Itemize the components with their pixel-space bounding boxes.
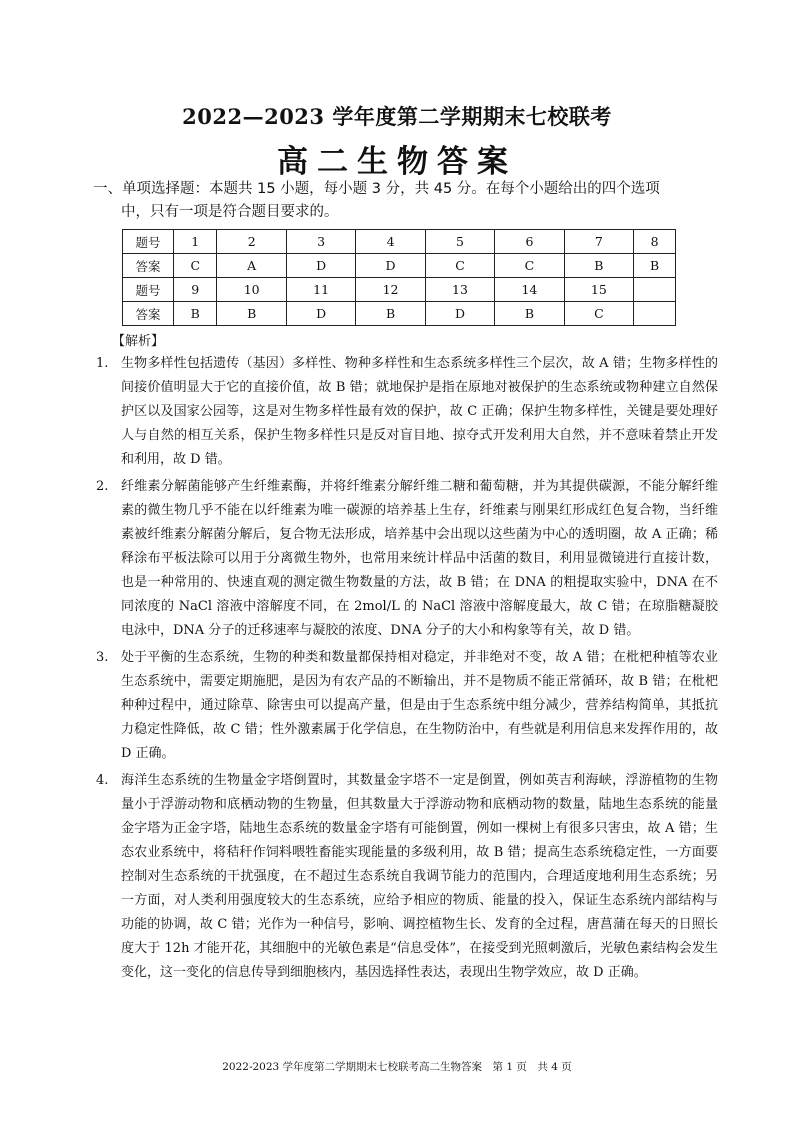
answer-table-cell: 3 [286, 230, 355, 254]
analysis-item [96, 475, 718, 643]
analysis-item-number: 4. [96, 773, 109, 788]
answer-table [122, 229, 676, 326]
answer-table-cell: 14 [495, 278, 564, 302]
answer-table-cell: B [217, 302, 286, 326]
answer-table-cell: B [174, 302, 217, 326]
answer-table-cell: 12 [356, 278, 425, 302]
analysis-item-text: 生物多样性包括遗传（基因）多样性、物种多样性和生态系统多样性三个层次，故 A 错；生物多样性的间接价值明显大于它的直接价值，故 B 错；就地保护是指在原地对被保护的生态系统或物种建立自然保护区以及国家公园等，这是对生物多样性最有效的保护，故 C 正确；保护生物多样性，关键是要处理好人与自然的相互关系，保护生物多样性只是反对盲目地、掠夺式开发利用大自然，并不意味着禁止开发和利用，故 D 错。 [121, 356, 718, 467]
answer-table-cell: 7 [564, 230, 633, 254]
answer-table-cell: B [495, 302, 564, 326]
analysis-item-text: 纤维素分解菌能够产生纤维素酶，并将纤维素分解纤维二糖和葡萄糖，并为其提供碳源，不能分解纤维素的微生物几乎不能在以纤维素为唯一碳源的培养基上生存，纤维素与刚果红形成红色复合物，当纤维素被纤维素分解菌分解后，复合物无法形成，培养基中会出现以这些菌为中心的透明圈，故 A 正确；稀释涂布平板法除可以用于分离微生物外，也常用来统计样品中活菌的数目，利用显微镜进行直接计数，也是一种常用的、快速直观的测定微生物数量的方法，故 B 错；在 DNA 的粗提取实验中，DNA 在不同浓度的 NaCl 溶液中溶解度不同，在 2mol/L 的 NaCl 溶液中溶解度最大，故 C 错；在琼脂糖凝胶电泳中，DNA 分子的迁移速率与凝胶的浓度、DNA 分子的大小和构象等有关，故 D 错。 [121, 479, 718, 638]
answer-table-row-header: 答案 [123, 302, 174, 326]
analysis-item [96, 646, 718, 766]
answer-table-cell: 10 [217, 278, 286, 302]
answer-table-cell: 6 [495, 230, 564, 254]
page-footer: 2022-2023 学年度第二学期期末七校联考高二生物答案 第 1 页 共 4 页 [222, 1061, 572, 1073]
answer-table-cell [634, 278, 676, 302]
analysis-label: 【解析】 [112, 334, 165, 349]
section-heading [93, 178, 693, 224]
answer-table-cell: 15 [564, 278, 633, 302]
answer-table-cell: 8 [634, 230, 676, 254]
analysis-item-text: 处于平衡的生态系统，生物的种类和数量都保持相对稳定，并非绝对不变，故 A 错；在枇杷种植等农业生态系统中，需要定期施肥，是因为有农产品的不断输出，并不是物质不能正常循环，故 B 错；在枇杷种种过程中，通过除草、除害虫可以提高产量，但是由于生态系统中组分减少，营养结构简单，其抵抗力稳定性降低，故 C 错；性外激素属于化学信息，在生物防治中，有些就是利用信息来发挥作用的，故 D 正确。 [121, 650, 718, 761]
answer-table-cell: B [634, 254, 676, 278]
analysis-items [96, 352, 718, 988]
answer-table-row-header: 题号 [123, 230, 174, 254]
answer-table-row-header: 答案 [123, 254, 174, 278]
answer-table-cell: C [495, 254, 564, 278]
answer-table-row-header: 题号 [123, 278, 174, 302]
answer-table-cell: 5 [425, 230, 494, 254]
analysis-item-number: 3. [96, 650, 109, 665]
page-title: 2022—2023 学年度第二学期期末七校联考 [182, 104, 612, 129]
answer-table-row [123, 278, 676, 302]
answer-table-cell: C [425, 254, 494, 278]
answer-table-cell: D [356, 254, 425, 278]
answer-table-cell: C [564, 302, 633, 326]
answer-table-cell: D [286, 254, 355, 278]
analysis-item-number: 1. [96, 356, 109, 371]
answer-table-cell: A [217, 254, 286, 278]
section-heading-line1: 一、单项选择题：本题共 15 小题，每小题 3 分，共 45 分。在每个小题给出的四个选项 [93, 181, 660, 197]
answer-table-row [123, 230, 676, 254]
answer-table-cell: 11 [286, 278, 355, 302]
analysis-item [96, 352, 718, 472]
page-subtitle: 高二生物答案 [277, 144, 517, 180]
answer-table-cell [634, 302, 676, 326]
answer-table-cell: 9 [174, 278, 217, 302]
answer-table-cell: 13 [425, 278, 494, 302]
answer-table-cell: 2 [217, 230, 286, 254]
analysis-item [96, 769, 718, 985]
analysis-item-text: 海洋生态系统的生物量金字塔倒置时，其数量金字塔不一定是倒置，例如英吉利海峡，浮游植物的生物量小于浮游动物和底栖动物的生物量，但其数量大于浮游动物和底栖动物的数量，陆地生态系统的能量金字塔为正金字塔，陆地生态系统的数量金字塔有可能倒置，例如一棵树上有很多只害虫，故 A 错；生态农业系统中，将秸秆作饲料喂牲畜能实现能量的多级利用，故 B 错；提高生态系统稳定性，一方面要控制对生态系统的干扰强度，在不超过生态系统自我调节能力的范围内，合理适度地利用生态系统；另一方面，对人类利用强度较大的生态系统，应给予相应的物质、能量的投入，保证生态系统内部结构与功能的协调，故 C 错；光作为一种信号，影响、调控植物生长、发育的全过程，唐菖蒲在每天的日照长度大于 12h 才能开花，其细胞中的光敏色素是“信息受体”，在接受到光照刺激后，光敏色素结构会发生变化，这一变化的信息传导到细胞核内，基因选择性表达，表现出生物学效应，故 D 正确。 [121, 773, 718, 980]
answer-table-row [123, 302, 676, 326]
answer-table-row [123, 254, 676, 278]
analysis-item-number: 2. [96, 479, 109, 494]
answer-table-cell: B [356, 302, 425, 326]
answer-table-cell: B [564, 254, 633, 278]
answer-table-cell: 4 [356, 230, 425, 254]
answer-table-cell: D [425, 302, 494, 326]
answer-table-cell: 1 [174, 230, 217, 254]
answer-table-cell: D [286, 302, 355, 326]
answer-table-cell: C [174, 254, 217, 278]
section-heading-line2: 中，只有一项是符合题目要求的。 [121, 204, 339, 220]
